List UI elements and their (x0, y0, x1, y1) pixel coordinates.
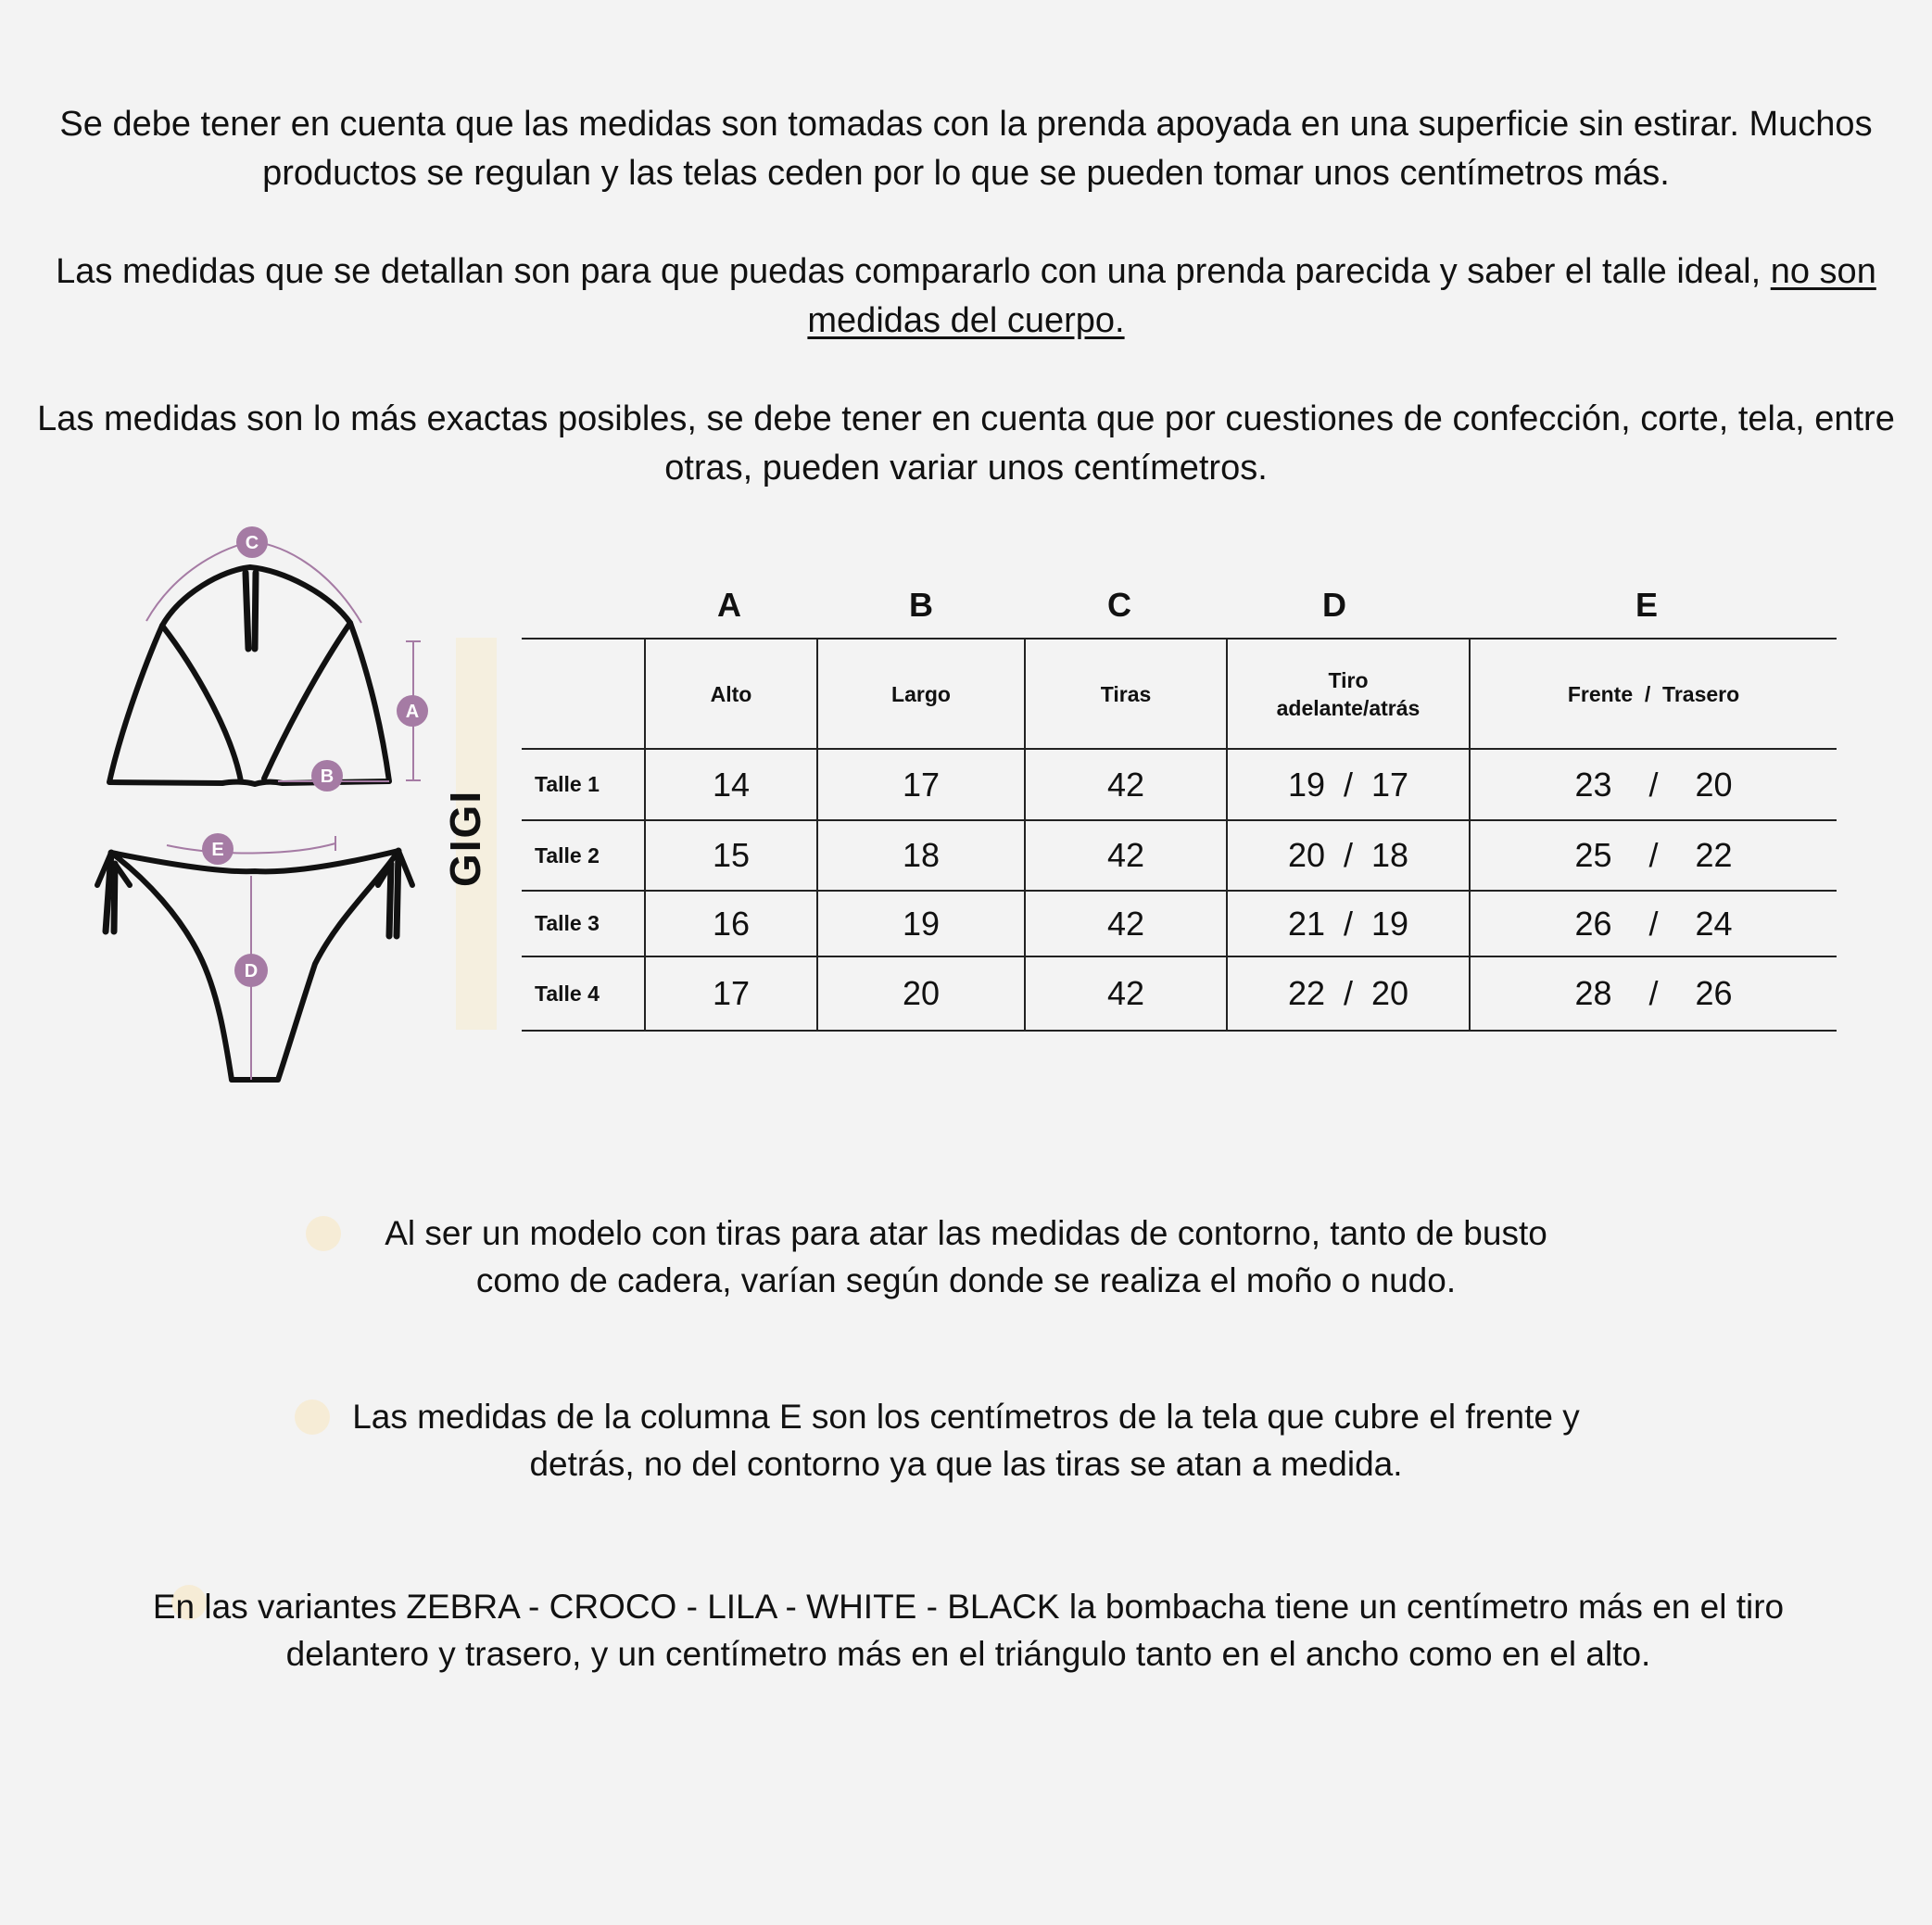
header-tiro: Tiro adelante/atrás (1227, 639, 1470, 749)
cell-a: 15 (645, 820, 817, 891)
intro-paragraph-2 (37, 247, 1895, 346)
top-right-cup-line (264, 623, 350, 779)
cell-b: 18 (817, 820, 1025, 891)
marker-d (234, 954, 268, 987)
row-label: Talle 4 (522, 956, 645, 1031)
table-header-row (522, 639, 1837, 749)
measure-e-arc (167, 836, 335, 853)
marker-c (236, 526, 268, 558)
marker-a (397, 695, 428, 727)
note-1: Al ser un modelo con tiras para atar las medidas de contorno, tanto de busto como de cadera, varían según donde se realiza el moño o nudo. (385, 1214, 1547, 1299)
svg-text:A: A (405, 702, 420, 722)
cell-a: 14 (645, 749, 817, 820)
cell-e: 28 / 26 (1470, 956, 1837, 1031)
table-row (522, 820, 1837, 891)
svg-text:C: C (245, 533, 259, 553)
model-name: GIGI (441, 789, 489, 887)
intro-text (37, 100, 1895, 542)
cell-a: 16 (645, 891, 817, 956)
cell-c: 42 (1025, 956, 1227, 1031)
cell-a: 17 (645, 956, 817, 1031)
row-label: Talle 3 (522, 891, 645, 956)
column-letter-e: E (1635, 586, 1659, 624)
cell-b: 19 (817, 891, 1025, 956)
header-tiras: Tiras (1025, 639, 1227, 749)
column-letter-a: A (717, 586, 741, 624)
column-letters (0, 586, 1932, 632)
marker-e (202, 833, 234, 865)
bullet-dot (306, 1216, 341, 1251)
svg-text:E: E (211, 840, 224, 860)
cell-d: 22 / 20 (1227, 956, 1470, 1031)
cell-c: 42 (1025, 820, 1227, 891)
cell-b: 20 (817, 956, 1025, 1031)
cell-c: 42 (1025, 749, 1227, 820)
note-3: En las variantes ZEBRA - CROCO - LILA - WHITE - BLACK la bombacha tiene un centímetro más en el tiro delantero y trasero, y un centímetro más en el triángulo tanto en el ancho como en el alto. (152, 1588, 1785, 1673)
intro-underlined-note: no son medidas del cuerpo. (807, 252, 1876, 340)
header-empty (522, 639, 645, 749)
intro-paragraph-3: Las medidas son lo más exactas posibles, se debe tener en cuenta que por cuestiones de confección, corte, tela, entre otras, pueden variar unos centímetros. (37, 399, 1895, 488)
intro-paragraph-2-text: Las medidas que se detallan son para que puedas compararlo con una prenda parecida y saber el talle ideal, (56, 252, 1771, 291)
column-letter-b: B (909, 586, 933, 624)
cell-d: 21 / 19 (1227, 891, 1470, 956)
cell-e: 23 / 20 (1470, 749, 1837, 820)
table-row (522, 956, 1837, 1031)
header-alto: Alto (645, 639, 817, 749)
svg-text:D: D (244, 961, 259, 981)
cell-e: 26 / 24 (1470, 891, 1837, 956)
intro-paragraph-1: Se debe tener en cuenta que las medidas son tomadas con la prenda apoyada en una superficie sin estirar. Muchos productos se regulan y las telas ceden por lo que se pueden tomar unos centímetros más. (59, 105, 1873, 193)
side-tie-left-2 (114, 864, 115, 931)
header-frente-trasero: Frente / Trasero (1470, 639, 1837, 749)
cell-d: 20 / 18 (1227, 820, 1470, 891)
size-table (522, 638, 1837, 1032)
note-2: Las medidas de la columna E son los centímetros de la tela que cubre el frente y detrás, no del contorno ya que las tiras se atan a medida. (352, 1398, 1580, 1483)
side-tie-right-2 (389, 864, 391, 936)
top-left-cup-line (162, 626, 241, 781)
marker-b (311, 760, 343, 792)
side-tie-right-1 (397, 851, 398, 936)
cell-e: 25 / 22 (1470, 820, 1837, 891)
column-letter-d: D (1322, 586, 1346, 624)
cell-c: 42 (1025, 891, 1227, 956)
header-largo: Largo (817, 639, 1025, 749)
row-label: Talle 1 (522, 749, 645, 820)
table-row (522, 749, 1837, 820)
row-label: Talle 2 (522, 820, 645, 891)
svg-text:B: B (320, 766, 335, 787)
cell-d: 19 / 17 (1227, 749, 1470, 820)
table-row (522, 891, 1837, 956)
cell-b: 17 (817, 749, 1025, 820)
column-letter-c: C (1107, 586, 1131, 624)
